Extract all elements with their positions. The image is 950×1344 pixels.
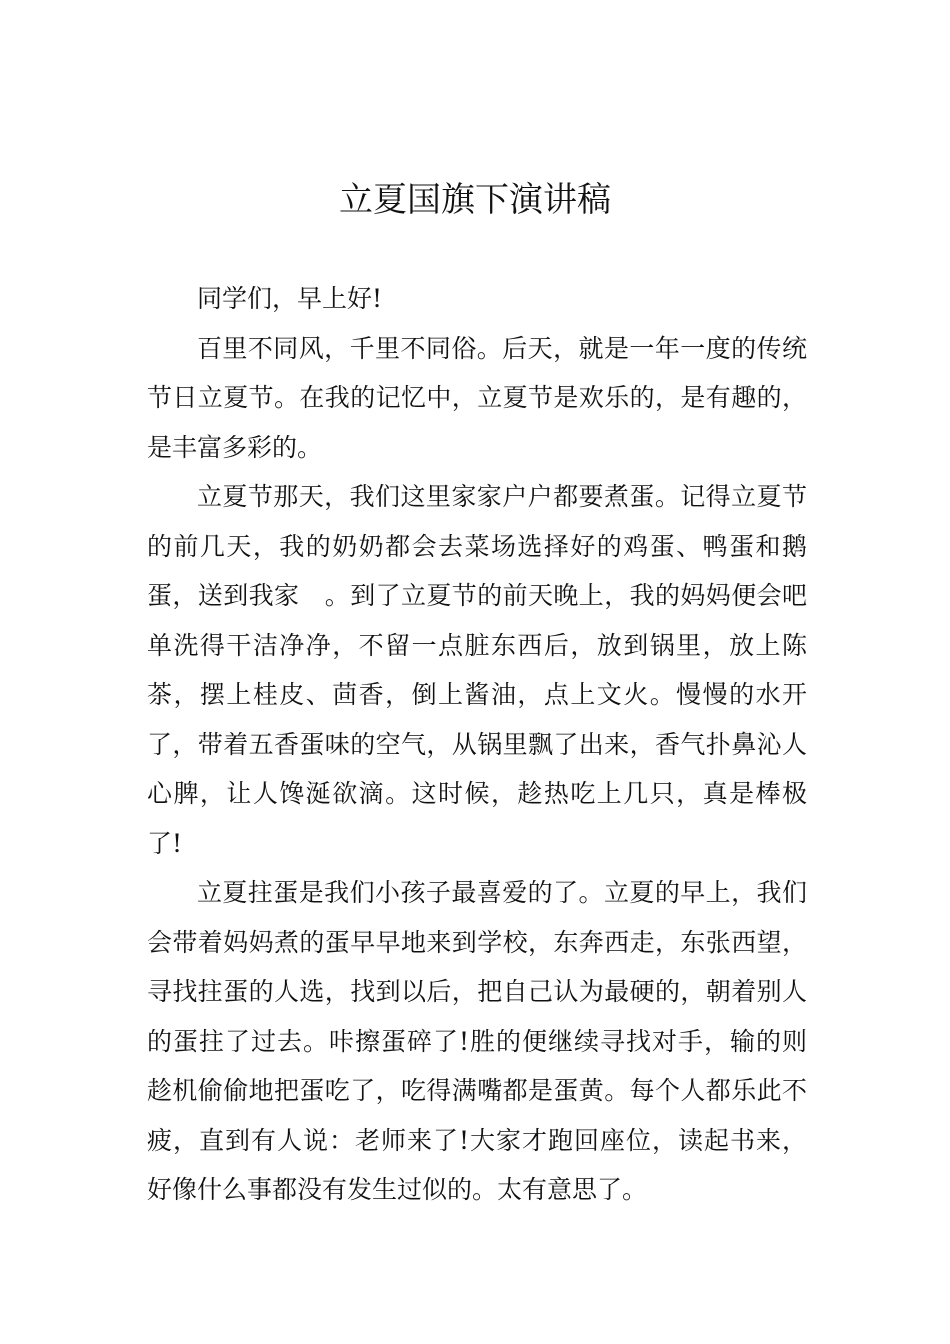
- paragraph-intro: 百里不同风，千里不同俗。后天，就是一年一度的传统节日立夏节。在我的记忆中，立夏节是欢乐的，是有趣的，是丰富多彩的。: [147, 333, 807, 462]
- document-title: 立夏国旗下演讲稿: [339, 180, 611, 220]
- paragraph-egg-game: 立夏拄蛋是我们小孩子最喜爱的了。立夏的早上，我们会带着妈妈煮的蛋早早地来到学校，东奔西走，东张西望，寻找拄蛋的人选，找到以后，把自己认为最硬的，朝着别人的蛋拄了过去。咔擦蛋碎了!胜的便继续寻找对手，输的则趁机偷偷地把蛋吃了，吃得满嘴都是蛋黄。每个人都乐此不疲，直到有人说：老师来了!大家才跑回座位，读起书来，好像什么事都没有发生过似的。太有意思了。: [147, 878, 807, 1204]
- document-body: [147, 274, 807, 1215]
- paragraph-cooking-eggs: 立夏节那天，我们这里家家户户都要煮蛋。记得立夏节的前几天，我的奶奶都会去菜场选择好的鸡蛋、鸭蛋和鹅蛋，送到我家 。到了立夏节的前天晚上，我的妈妈便会吧单洗得干洁净净，不留一点脏东西后，放到锅里，放上陈茶，摆上桂皮、茴香，倒上酱油，点上文火。慢慢的水开了，带着五香蛋味的空气，从锅里飘了出来，香气扑鼻沁人心脾，让人馋涎欲滴。这时候，趁热吃上几只，真是棒极了!: [147, 482, 807, 858]
- paragraph-greeting: 同学们，早上好!: [197, 284, 383, 313]
